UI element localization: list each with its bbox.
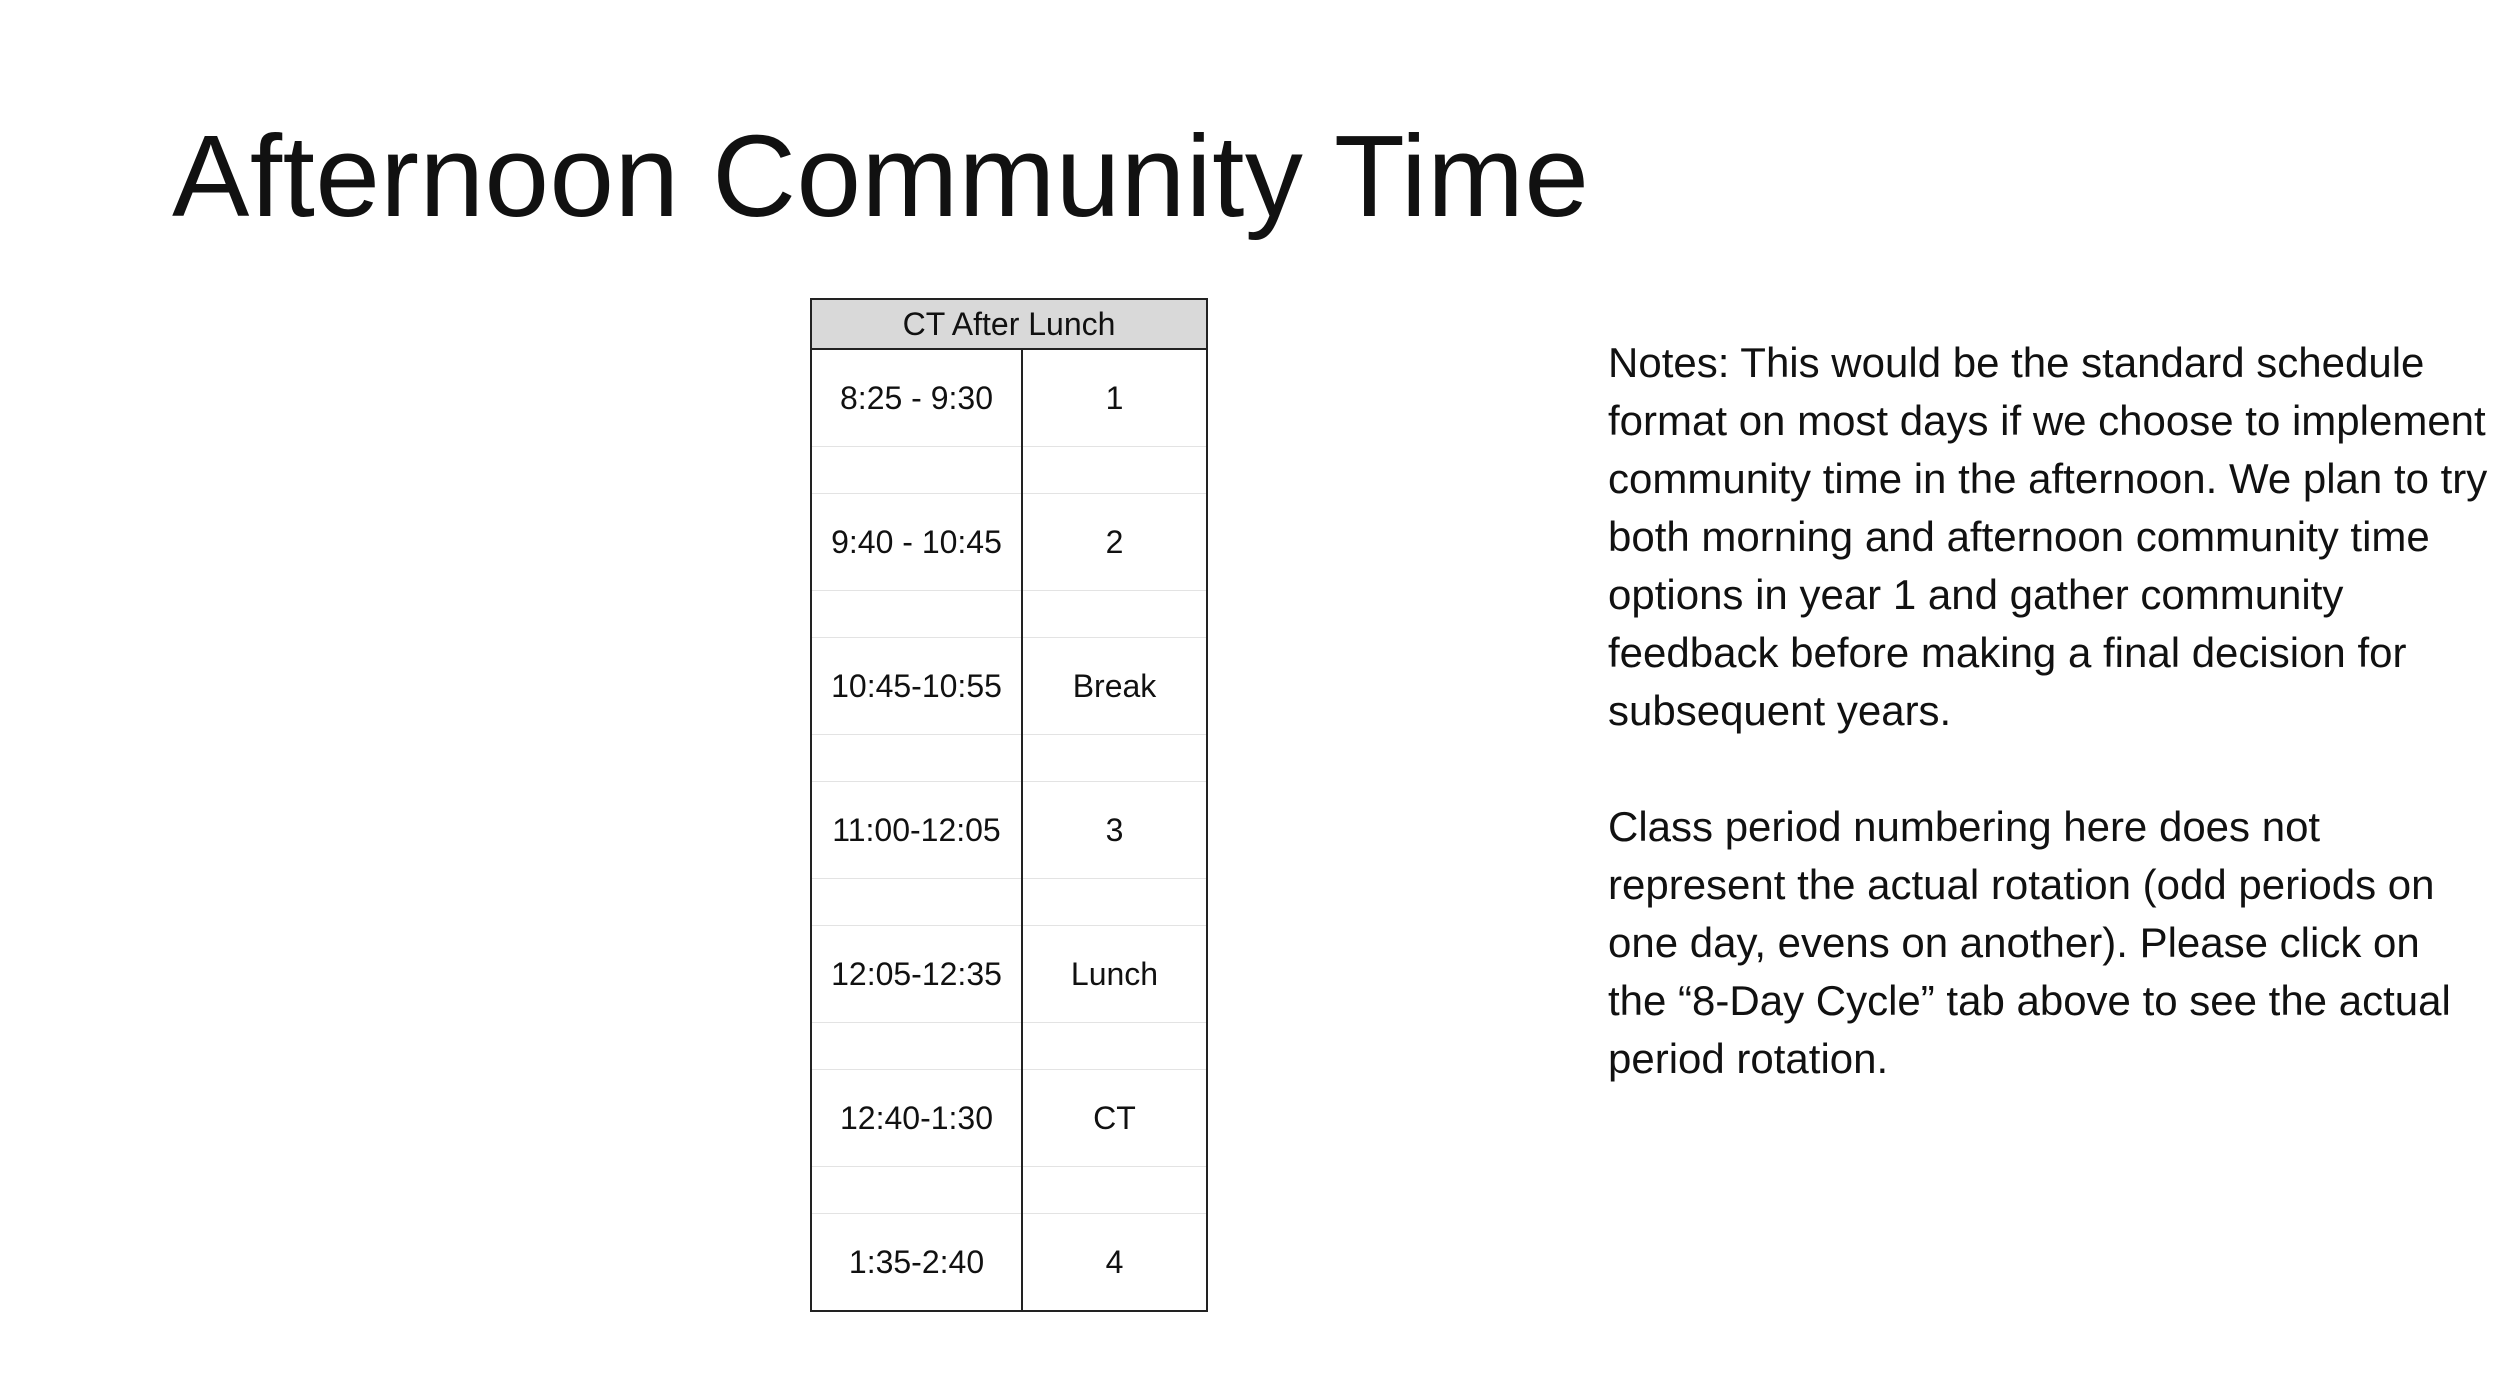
time-cell: 9:40 - 10:45 xyxy=(811,494,1022,591)
time-cell: 12:05-12:35 xyxy=(811,926,1022,1023)
spacer-row xyxy=(811,735,1207,782)
period-cell: 3 xyxy=(1022,782,1207,879)
period-cell: 1 xyxy=(1022,349,1207,447)
period-cell: CT xyxy=(1022,1070,1207,1167)
notes-paragraph: Notes: This would be the standard schedule format on most days if we choose to implement community time in the afternoon. We plan to try both morning and afternoon community time options in year 1 and gather community feedback before making a final decision for subsequent years. xyxy=(1608,339,2488,734)
time-cell: 10:45-10:55 xyxy=(811,638,1022,735)
table-row xyxy=(811,349,1207,447)
time-cell: 8:25 - 9:30 xyxy=(811,349,1022,447)
spacer-row xyxy=(811,1023,1207,1070)
period-cell: 4 xyxy=(1022,1214,1207,1312)
notes-paragraph: Class period numbering here does not represent the actual rotation (odd periods on one day, evens on another). Please click on the “8-Day Cycle” tab above to see the actual period rotation. xyxy=(1608,803,2451,1082)
table-header: CT After Lunch xyxy=(811,299,1207,349)
time-cell: 1:35-2:40 xyxy=(811,1214,1022,1312)
time-cell: 11:00-12:05 xyxy=(811,782,1022,879)
table-row xyxy=(811,494,1207,591)
period-cell: Break xyxy=(1022,638,1207,735)
period-cell: Lunch xyxy=(1022,926,1207,1023)
spacer-row xyxy=(811,591,1207,638)
spacer-row xyxy=(811,1167,1207,1214)
period-cell: 2 xyxy=(1022,494,1207,591)
schedule-table xyxy=(810,298,1208,1312)
slide-title: Afternoon Community Time xyxy=(172,111,1590,241)
table-row xyxy=(811,926,1207,1023)
spacer-row xyxy=(811,879,1207,926)
spacer-row xyxy=(811,447,1207,494)
table-row xyxy=(811,1070,1207,1167)
time-cell: 12:40-1:30 xyxy=(811,1070,1022,1167)
table-row xyxy=(811,1214,1207,1312)
notes-text xyxy=(1608,334,2488,1088)
table-row xyxy=(811,782,1207,879)
table-row xyxy=(811,638,1207,735)
